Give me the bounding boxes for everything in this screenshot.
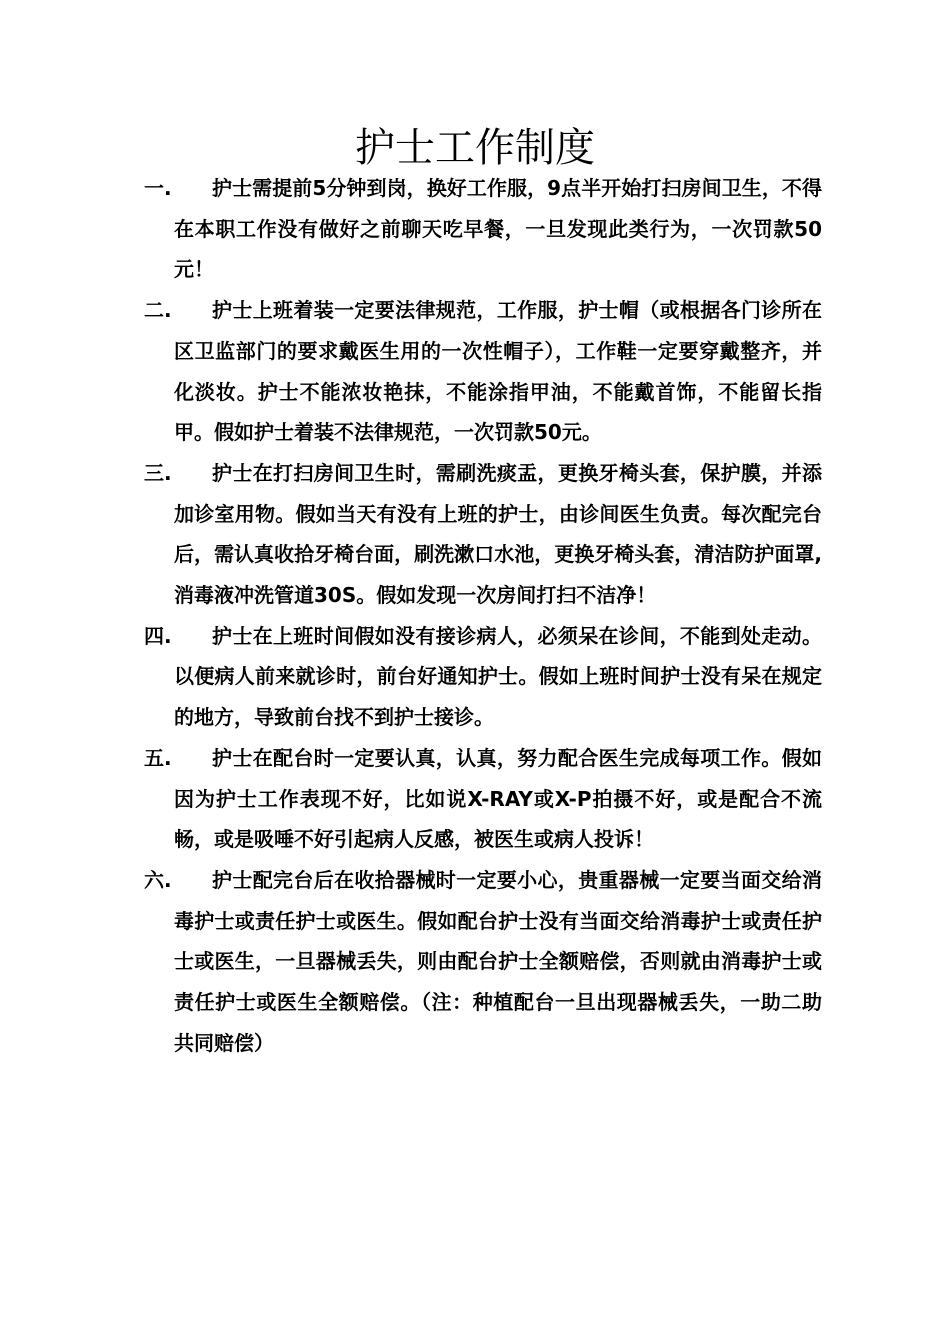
rule-text: 护士在上班时间假如没有接诊病人，必须呆在诊间，不能到处走动。以便病人前来就诊时，前台好通知护士。假如上班时间护士没有呆在规定的地方，导致前台找不到护士接诊。 (174, 623, 822, 730)
rule-marker: 二. (144, 298, 172, 323)
rule-text: 护士在打扫房间卫生时，需刷洗痰盂，更换牙椅头套，保护膜，并添加诊室用物。假如当天有没有上班的护士，由诊间医生负责。每次配完台后，需认真收拾牙椅台面，刷洗漱口水池，更换牙椅头套，清洁防护面罩,消毒液冲洗管道30S。假如发现一次房间打扫不洁净！ (174, 460, 822, 608)
rule-text: 护士在配台时一定要认真，认真，努力配合医生完成每项工作。假如因为护士工作表现不好，比如说X-RAY或X-P拍摄不好，或是配合不流畅，或是吸唾不好引起病人反感，被医生或病人投诉！ (174, 745, 822, 852)
rules-list (142, 168, 822, 1063)
rule-item-2 (142, 290, 822, 453)
rule-text: 护士需提前5分钟到岗，换好工作服，9点半开始打扫房间卫生，不得在本职工作没有做好之前聊天吃早餐，一旦发现此类行为，一次罚款50元！ (174, 176, 822, 282)
rule-item-5 (142, 738, 822, 860)
document-title: 护士工作制度 (355, 125, 595, 171)
rule-text: 护士配完台后在收拾器械时一定要小心，贵重器械一定要当面交给消毒护士或责任护士或医生。假如配台护士没有当面交给消毒护士或责任护士或医生，一旦器械丢失，则由配台护士全额赔偿，否则就由消毒护士或责任护士或医生全额赔偿。（注：种植配台一旦出现器械丢失，一助二助共同赔偿） (174, 867, 822, 1055)
rule-marker: 三. (144, 460, 172, 485)
rule-item-4 (142, 616, 822, 738)
rule-marker: 四. (144, 623, 172, 648)
rule-marker: 五. (144, 745, 172, 770)
rule-item-1 (142, 168, 822, 290)
rule-marker: 六. (144, 867, 172, 892)
rule-item-6 (142, 860, 822, 1064)
rule-text: 护士上班着装一定要法律规范，工作服，护士帽（或根据各门诊所在区卫监部门的要求戴医生用的一次性帽子），工作鞋一定要穿戴整齐，并化淡妆。护士不能浓妆艳抹，不能涂指甲油，不能戴首饰，不能留长指甲。假如护士着装不法律规范，一次罚款50元。 (174, 298, 822, 445)
rule-item-3 (142, 453, 822, 616)
rule-marker: 一. (144, 176, 172, 200)
